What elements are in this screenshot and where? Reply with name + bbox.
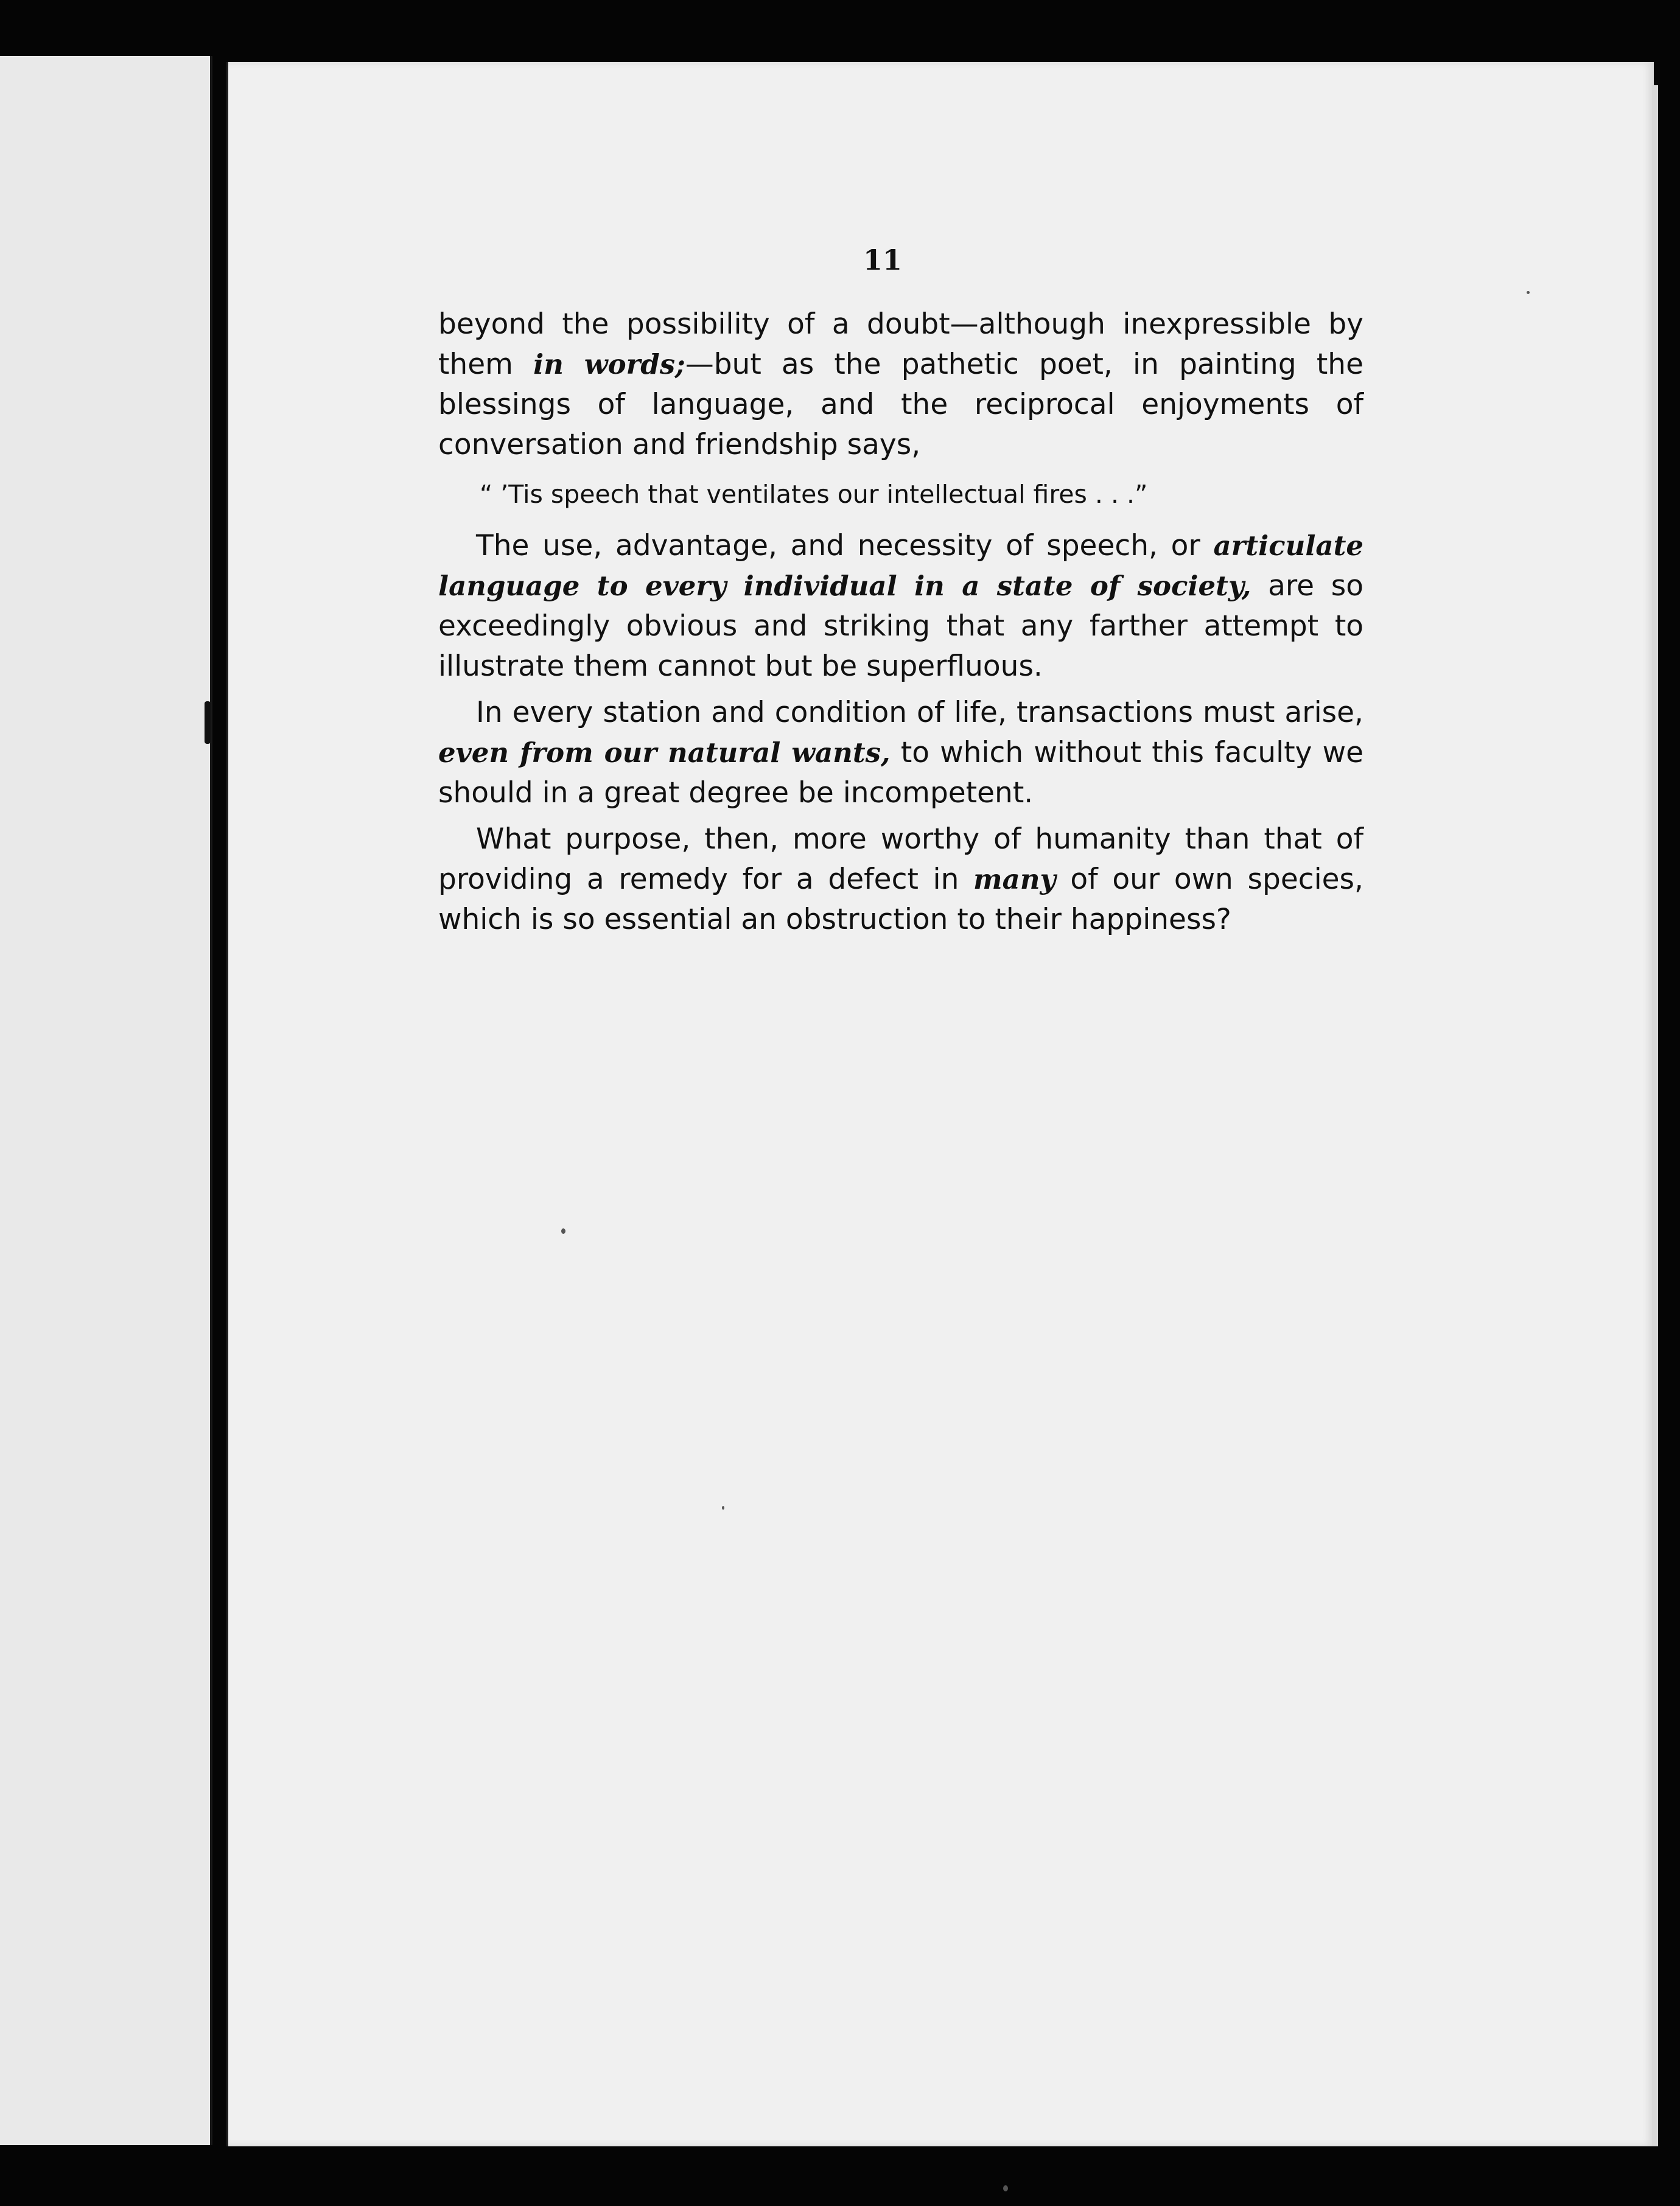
page-edge — [1652, 85, 1658, 2146]
paragraph-3-text-b: to which without this faculty we should in a great degree be incompetent. — [438, 736, 1363, 810]
paragraph-1 — [438, 304, 1363, 465]
dust-speck — [1527, 291, 1530, 294]
dust-speck — [561, 1228, 565, 1234]
paragraph-4 — [438, 819, 1363, 940]
paragraph-3-italic: even from our natural wants, — [438, 737, 891, 769]
facing-page — [0, 56, 212, 2145]
paragraph-4-italic: many — [973, 863, 1056, 895]
paragraph-4-text-a: What purpose, then, more worthy of humanity than that of providing a remedy for a defect in — [438, 822, 1363, 896]
paragraph-2-text-a: The use, advantage, and necessity of speech, or — [476, 529, 1214, 562]
page-number: 11 — [863, 243, 903, 276]
dust-speck — [1003, 2185, 1008, 2191]
paragraph-3-text-a: In every station and condition of life, transactions must arise, — [476, 696, 1363, 729]
poetry-quote: “ ’Tis speech that ventilates our intellectual fires . . .” — [480, 480, 1148, 509]
dust-speck — [722, 1506, 724, 1510]
paragraph-2 — [438, 526, 1363, 687]
binding-mark — [205, 701, 211, 744]
paragraph-2-italic: articulate language to every individual in a state of society, — [438, 530, 1363, 602]
body-text — [438, 304, 1363, 940]
paragraph-4-text-b: of our own species, which is so essential an obstruction to their happiness? — [438, 863, 1363, 936]
paragraph-2-text-b: are so exceedingly obvious and striking that any farther attempt to illustrate them cannot but be superfluous. — [438, 569, 1363, 683]
paragraph-1-text-b: —but as the pathetic poet, in painting the blessings of language, and the reciprocal enjoyments of conversation and friendship says, — [438, 348, 1363, 461]
paragraph-1-text-a: beyond the possibility of a doubt—although inexpressible by them — [438, 307, 1363, 381]
paragraph-3 — [438, 693, 1363, 813]
paragraph-1-italic: in words; — [533, 348, 685, 380]
